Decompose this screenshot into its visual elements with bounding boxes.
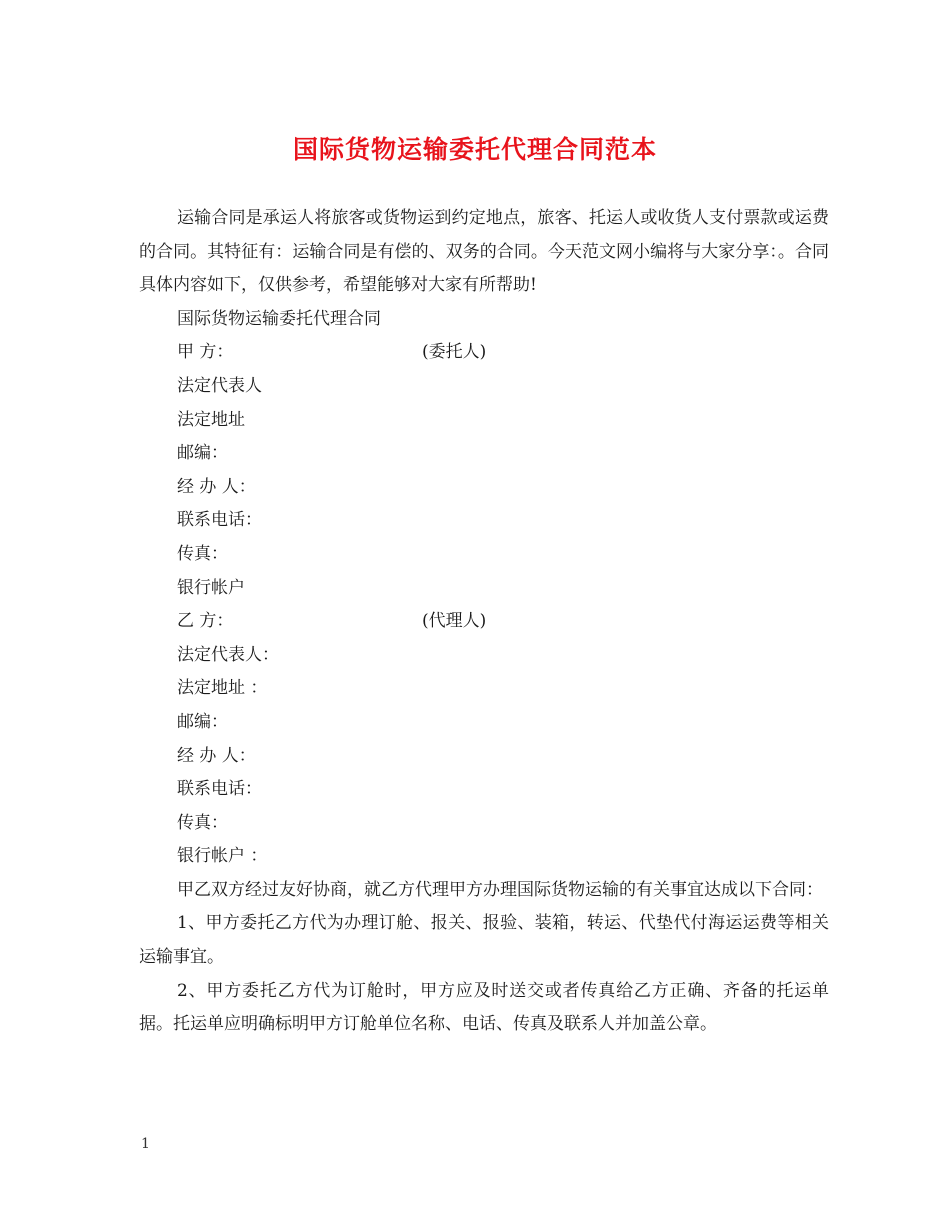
clause-2-paragraph: 2、甲方委托乙方代为订舱时，甲方应及时送交或者传真给乙方正确、齐备的托运单据。托运单应明确标明甲方订舱单位名称、电话、传真及联系人并加盖公章。 [139,980,829,1035]
clause-1-paragraph: 1、甲方委托乙方代为办理订舱、报关、报验、装箱，转运、代垫代付海运运费等相关运输事宜。 [139,913,829,968]
party-b-field: 银行帐户 ： [177,846,268,867]
intro-paragraph: 运输合同是承运人将旅客或货物运到约定地点，旅客、托运人或收货人支付票款或运费的合同。其特征有：运输合同是有偿的、双务的合同。今天范文网小编将与大家分享：。合同具体内容如下，仅供参考，希望能够对大家有所帮助! [139,208,829,296]
party-b-field: 经 办 人： [177,745,256,766]
contract-name [139,303,829,337]
party-b-header [139,605,829,639]
party-a-label: 甲 方： [177,342,234,363]
party-a-header [139,336,829,370]
party-b-field: 传真： [177,812,228,833]
party-b-field: 联系电话： [177,779,262,800]
party-b-field: 法定代表人： [177,644,279,665]
document-body [139,202,829,1042]
party-b-field: 邮编： [177,711,228,732]
party-b-label: 乙 方： [177,611,234,632]
party-b-field: 法定地址 ： [177,678,268,699]
document-title: 国际货物运输委托代理合同范本 [292,135,657,164]
party-a-role: (委托人) [422,342,487,363]
party-a-field: 经 办 人： [177,476,256,497]
agreement-paragraph: 甲乙双方经过友好协商，就乙方代理甲方办理国际货物运输的有关事宜达成以下合同： [177,879,823,900]
page-number: 1 [141,1136,150,1152]
party-a-field: 传真： [177,543,228,564]
party-a-field: 法定代表人 [177,375,262,396]
party-a-field: 邮编： [177,443,228,464]
party-a-field: 银行帐户 [177,577,245,598]
party-a-field: 联系电话： [177,510,262,531]
party-a-field: 法定地址 [177,409,245,430]
contract-name-text: 国际货物运输委托代理合同 [177,308,381,329]
party-b-role: (代理人) [422,611,487,632]
